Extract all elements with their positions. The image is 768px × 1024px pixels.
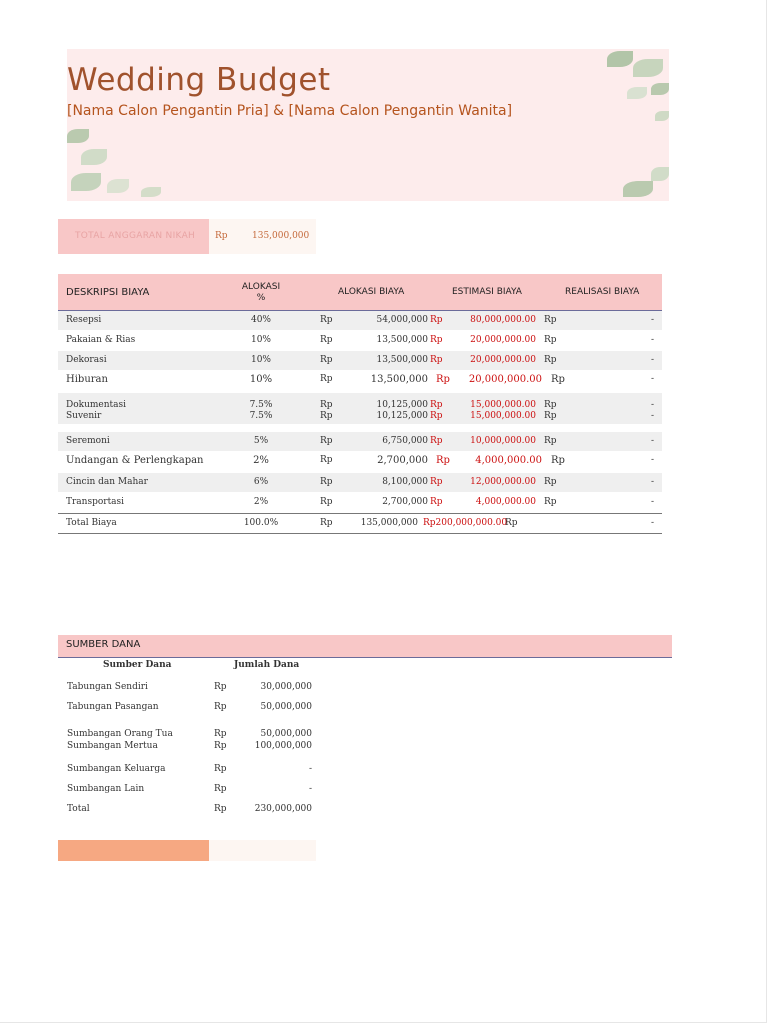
sumber-dana-title: SUMBER DANA (66, 639, 141, 650)
cell-realisasi: - (650, 355, 654, 365)
cell-alokasi: 135,000,000 (360, 518, 418, 528)
cell-desc: Resepsi (66, 315, 102, 325)
col-header-realisasi: REALISASI BIAYA (565, 287, 640, 297)
leaf-decoration (67, 129, 89, 143)
summary-bar-label (58, 840, 209, 861)
fund-value: 30,000,000 (260, 682, 312, 692)
leaf-decoration (651, 83, 669, 95)
cell-currency: Rp (214, 729, 227, 739)
cell-currency: Rp (320, 497, 333, 507)
fund-name: Tabungan Sendiri (67, 682, 148, 692)
cell-currency: Rp (320, 477, 333, 487)
budget-row[interactable] (58, 331, 662, 350)
cell-currency: Rp (214, 682, 227, 692)
cell-pct: 7.5% (249, 411, 273, 421)
cell-currency: Rp (320, 355, 333, 365)
couple-names: [Nama Calon Pengantin Pria] & [Nama Calon Pengantin Wanita] (67, 103, 513, 119)
cell-currency: Rp (430, 477, 443, 487)
cell-alokasi: 6,750,000 (382, 436, 428, 446)
cell-estimasi: Rp200,000,000.00 (423, 518, 508, 528)
col-header-alokasi: ALOKASI BIAYA (338, 287, 405, 297)
fund-value: 230,000,000 (254, 804, 312, 814)
cell-desc: Hiburan (66, 374, 108, 385)
cell-currency: Rp (430, 497, 443, 507)
leaf-decoration (623, 181, 653, 197)
cell-currency: Rp (430, 315, 443, 325)
budget-row[interactable] (58, 473, 662, 492)
cell-desc: Transportasi (66, 497, 125, 507)
cell-realisasi: - (650, 411, 654, 421)
cell-currency: Rp (436, 374, 450, 385)
budget-table-header (58, 274, 662, 311)
cell-currency: Rp (320, 411, 333, 421)
cell-desc: Pakaian & Rias (66, 335, 136, 345)
fund-value: - (308, 764, 312, 774)
leaf-decoration (651, 167, 669, 181)
col-header-jumlah: Jumlah Dana (234, 660, 300, 670)
cell-currency: Rp (544, 400, 557, 410)
cell-currency: Rp (544, 411, 557, 421)
cell-currency: Rp (214, 702, 227, 712)
cell-realisasi: - (650, 518, 654, 528)
cell-estimasi: 80,000,000.00 (470, 315, 536, 325)
cell-estimasi: 12,000,000.00 (470, 477, 536, 487)
fund-row[interactable] (58, 739, 318, 751)
total-budget-box (58, 219, 316, 254)
cell-realisasi: - (650, 315, 654, 325)
fund-row[interactable] (58, 727, 318, 739)
budget-row[interactable] (58, 351, 662, 370)
total-budget-value: 135,000,000 (252, 231, 310, 241)
fund-name: Sumbangan Orang Tua (67, 729, 173, 739)
cell-currency: Rp (320, 436, 333, 446)
cell-desc: Undangan & Perlengkapan (66, 455, 204, 466)
cell-desc: Dekorasi (66, 355, 107, 365)
cell-estimasi: 4,000,000.00 (475, 497, 536, 507)
cell-currency: Rp (430, 355, 443, 365)
total-budget-label: TOTAL ANGGARAN NIKAH (58, 219, 209, 254)
leaf-decoration (607, 51, 633, 67)
cell-pct: 100.0% (243, 518, 279, 528)
cell-desc: Dokumentasi (66, 400, 127, 410)
cell-currency: Rp (430, 400, 443, 410)
cell-alokasi: 2,700,000 (382, 497, 428, 507)
fund-row[interactable] (58, 679, 318, 695)
cell-currency: Rp (544, 477, 557, 487)
budget-total-row[interactable] (58, 513, 662, 534)
fund-value: 100,000,000 (254, 741, 312, 751)
cell-realisasi: - (650, 400, 654, 410)
cell-alokasi: 13,500,000 (376, 355, 428, 365)
cell-estimasi: 15,000,000.00 (470, 400, 536, 410)
cell-desc: Total Biaya (66, 518, 117, 528)
cell-pct: 10% (250, 335, 271, 345)
col-header-pct-unit: % (256, 293, 266, 303)
fund-row[interactable] (58, 699, 318, 715)
cell-pct: 40% (250, 315, 271, 325)
cell-currency: Rp (430, 411, 443, 421)
fund-name: Sumbangan Mertua (67, 741, 158, 751)
cell-alokasi: 10,125,000 (376, 400, 428, 410)
cell-currency: Rp (551, 374, 565, 385)
cell-estimasi: 4,000,000.00 (475, 455, 542, 466)
leaf-decoration (655, 111, 669, 121)
budget-row[interactable] (58, 432, 662, 451)
cell-desc: Seremoni (66, 436, 110, 446)
cell-currency: Rp (551, 455, 565, 466)
cell-estimasi: 20,000,000.00 (470, 355, 536, 365)
leaf-decoration (141, 187, 161, 197)
page-title: Wedding Budget (67, 62, 331, 98)
cell-currency: Rp (320, 518, 333, 528)
budget-row[interactable] (58, 393, 662, 424)
cell-currency: Rp (214, 741, 227, 751)
col-header-pct: ALOKASI (241, 282, 281, 292)
budget-row[interactable] (58, 370, 662, 392)
cell-estimasi: 15,000,000.00 (470, 411, 536, 421)
cell-realisasi: - (650, 497, 654, 507)
cell-pct: 10% (249, 374, 273, 385)
fund-row[interactable] (58, 781, 318, 797)
cell-desc: Cincin dan Mahar (66, 477, 148, 487)
leaf-decoration (107, 179, 129, 193)
cell-currency: Rp (544, 315, 557, 325)
budget-row[interactable] (58, 493, 662, 512)
cell-currency: Rp (430, 335, 443, 345)
cell-pct: 5% (253, 436, 269, 446)
budget-row[interactable] (58, 451, 662, 473)
col-header-sumber: Sumber Dana (103, 660, 172, 670)
cell-alokasi: 10,125,000 (376, 411, 428, 421)
leaf-decoration (81, 149, 107, 165)
leaf-decoration (633, 59, 663, 77)
col-header-desc: DESKRIPSI BIAYA (66, 287, 150, 298)
summary-bar-value[interactable] (209, 840, 316, 861)
cell-currency: Rp (214, 804, 227, 814)
cell-realisasi: - (650, 477, 654, 487)
cell-currency: Rp (214, 764, 227, 774)
cell-currency: Rp (430, 436, 443, 446)
cell-realisasi: - (650, 436, 654, 446)
cell-pct: 2% (253, 497, 269, 507)
fund-value: - (308, 784, 312, 794)
cell-currency: Rp (505, 518, 518, 528)
cell-currency: Rp (544, 497, 557, 507)
cell-pct: 2% (253, 455, 269, 466)
cell-alokasi: 54,000,000 (376, 315, 428, 325)
leaf-decoration (627, 87, 647, 99)
cell-currency: Rp (320, 335, 333, 345)
cell-pct: 7.5% (249, 400, 273, 410)
cell-alokasi: 8,100,000 (382, 477, 428, 487)
fund-name: Sumbangan Keluarga (67, 764, 166, 774)
cell-desc: Suvenir (66, 411, 102, 421)
leaf-decoration (71, 173, 101, 191)
fund-name: Sumbangan Lain (67, 784, 145, 794)
cell-currency: Rp (320, 315, 333, 325)
fund-total-row[interactable] (58, 801, 318, 817)
cell-currency: Rp (544, 335, 557, 345)
cell-pct: 6% (253, 477, 269, 487)
cell-realisasi: - (650, 455, 654, 465)
fund-row[interactable] (58, 761, 318, 777)
sumber-dana-header (58, 635, 672, 658)
cell-estimasi: 20,000,000.00 (468, 374, 542, 385)
fund-name: Total (67, 804, 90, 814)
cell-currency: Rp (320, 400, 333, 410)
cell-estimasi: 10,000,000.00 (470, 436, 536, 446)
fund-name: Tabungan Pasangan (67, 702, 159, 712)
cell-currency: Rp (544, 436, 557, 446)
fund-value: 50,000,000 (260, 729, 312, 739)
col-header-estimasi: ESTIMASI BIAYA (452, 287, 522, 297)
cell-alokasi: 2,700,000 (377, 455, 428, 466)
fund-value: 50,000,000 (260, 702, 312, 712)
cell-currency: Rp (214, 784, 227, 794)
cell-estimasi: 20,000,000.00 (470, 335, 536, 345)
cell-currency: Rp (436, 455, 450, 466)
currency-label: Rp (215, 231, 228, 241)
cell-pct: 10% (250, 355, 271, 365)
budget-row[interactable] (58, 311, 662, 330)
cell-alokasi: 13,500,000 (370, 374, 428, 385)
cell-currency: Rp (320, 455, 333, 465)
cell-realisasi: - (650, 335, 654, 345)
cell-currency: Rp (544, 355, 557, 365)
cell-currency: Rp (320, 374, 333, 384)
cell-realisasi: - (650, 374, 654, 384)
cell-alokasi: 13,500,000 (376, 335, 428, 345)
total-budget-value-cell[interactable] (209, 219, 316, 254)
